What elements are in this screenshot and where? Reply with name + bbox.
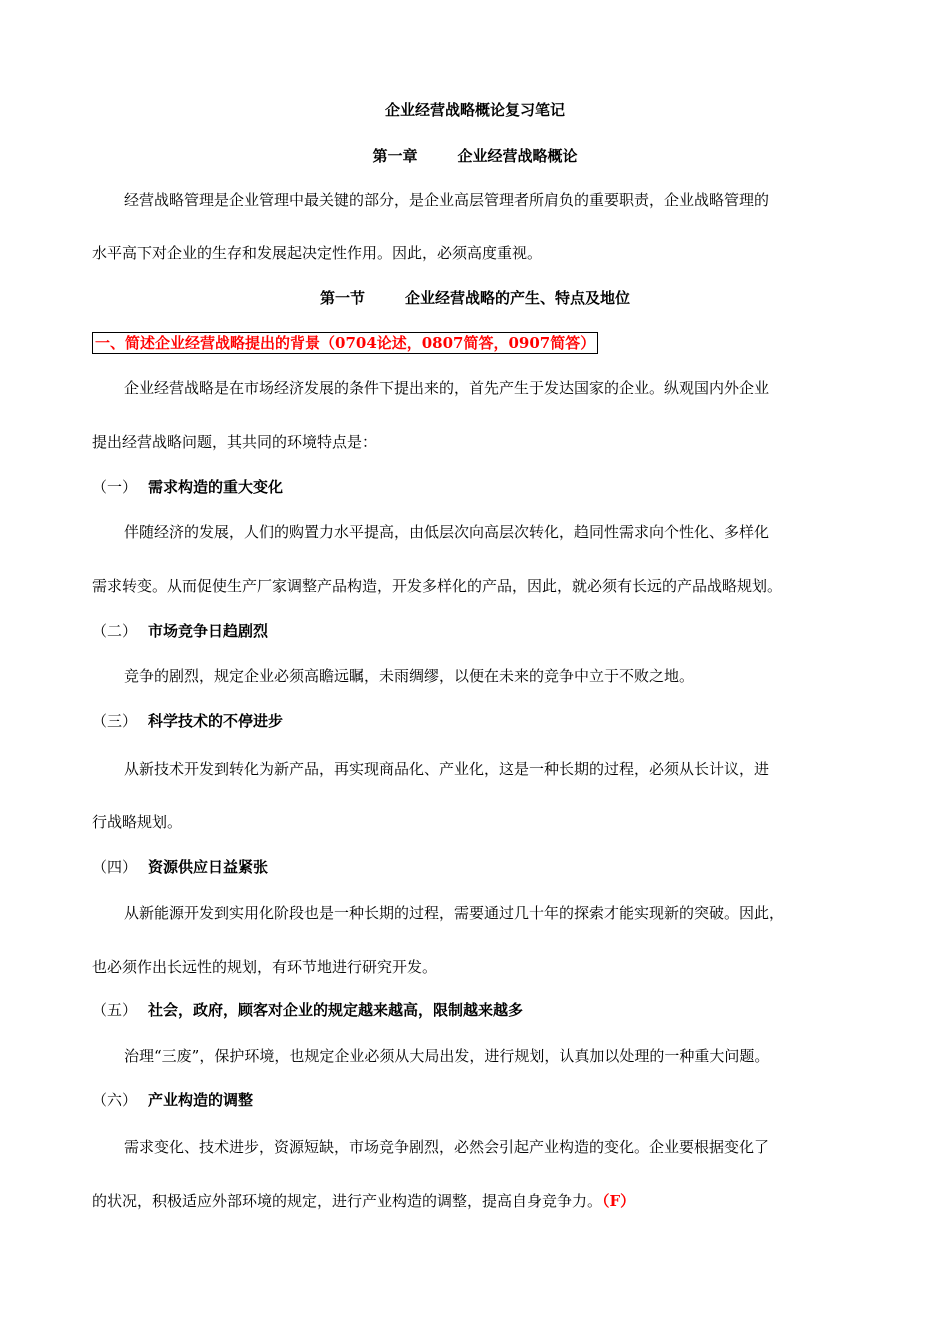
item-3-line-1: 从新技术开发到转化为新产品，再实现商品化、产业化，这是一种长期的过程，必须从长计议，进 <box>124 760 770 778</box>
background-line-2: 提出经营战略问题，其共同的环境特点是： <box>92 433 378 451</box>
chapter-heading <box>0 146 950 166</box>
question-heading <box>92 332 862 354</box>
item-6-line-1: 需求变化、技术进步，资源短缺，市场竞争剧烈，必然会引起产业构造的变化。企业要根据变化了 <box>124 1138 770 1156</box>
item-heading-3 <box>92 711 862 731</box>
item-3-line-2: 行战略规划。 <box>92 813 183 831</box>
item-number: （三） <box>92 712 138 730</box>
item-title: 科学技术的不停进步 <box>148 712 284 730</box>
document-title: 企业经营战略概论复习笔记 <box>384 101 565 119</box>
item-heading-2 <box>92 621 862 641</box>
section-name: 企业经营战略的产生、特点及地位 <box>405 289 631 307</box>
item-1-line-2: 需求转变。从而促使生产厂家调整产品构造，开发多样化的产品，因此，就必须有长远的产品战略规划。 <box>92 577 783 595</box>
item-title: 需求构造的重大变化 <box>148 478 284 496</box>
item-heading-1 <box>92 477 862 497</box>
item-6-line-2 <box>92 1191 862 1211</box>
item-1-line-1: 伴随经济的发展，人们的购置力水平提高，由低层次向高层次转化，趋同性需求向个性化、多样化 <box>124 523 770 541</box>
item-5-line-1: 治理“三废”，保护环境，也规定企业必须从大局出发，进行规划，认真加以处理的一种重大问题。 <box>124 1047 770 1065</box>
item-title: 社会，政府，顾客对企业的规定越来越高，限制越来越多 <box>148 1001 524 1019</box>
item-number: （五） <box>92 1001 138 1019</box>
section-number: 第一节 <box>319 289 365 307</box>
section-heading <box>0 288 950 308</box>
item-heading-5 <box>92 1000 862 1020</box>
item-number: （一） <box>92 478 138 496</box>
item-4-line-2: 也必须作出长远性的规划，有环节地进行研究开发。 <box>92 958 438 976</box>
item-2-line-1: 竞争的剧烈，规定企业必须高瞻远瞩，未雨绸缪，以便在未来的竞争中立于不败之地。 <box>124 667 695 685</box>
question-box: 一、简述企业经营战略提出的背景（0704论述，0807简答，0907简答） <box>92 332 598 354</box>
item-title: 资源供应日益紧张 <box>148 858 269 876</box>
item-number: （四） <box>92 858 138 876</box>
intro-line-2: 水平高下对企业的生存和发展起决定性作用。因此，必须高度重视。 <box>92 244 543 262</box>
item-4-line-1: 从新能源开发到实用化阶段也是一种长期的过程，需要通过几十年的探索才能实现新的突破。因此， <box>124 904 785 922</box>
item-number: （六） <box>92 1091 138 1109</box>
answer-mark: （F） <box>602 1192 636 1210</box>
item-heading-6 <box>92 1090 862 1110</box>
intro-line-1: 经营战略管理是企业管理中最关键的部分，是企业高层管理者所肩负的重要职责，企业战略管理的 <box>124 191 770 209</box>
item-title: 产业构造的调整 <box>148 1091 254 1109</box>
item-heading-4 <box>92 857 862 877</box>
item-title: 市场竞争日趋剧烈 <box>148 622 269 640</box>
chapter-name: 企业经营战略概论 <box>457 147 578 165</box>
background-line-1: 企业经营战略是在市场经济发展的条件下提出来的，首先产生于发达国家的企业。纵观国内外企业 <box>124 379 770 397</box>
chapter-number: 第一章 <box>372 147 418 165</box>
item-number: （二） <box>92 622 138 640</box>
item-6-line-2-text: 的状况，积极适应外部环境的规定，进行产业构造的调整，提高自身竞争力。 <box>92 1192 603 1210</box>
